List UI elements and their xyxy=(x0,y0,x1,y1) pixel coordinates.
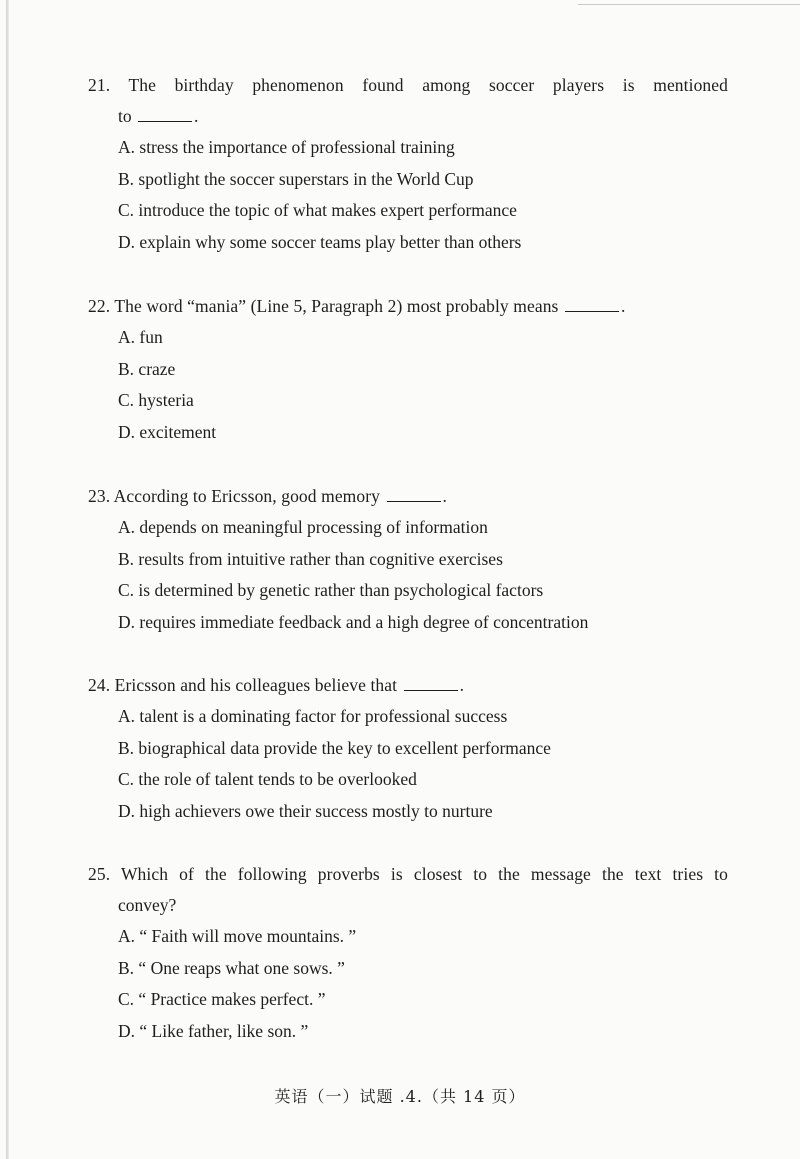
option-24-d: D. high achievers owe their success mostly to nurture xyxy=(118,800,493,821)
question-25-stem-line1: 25. Which of the following proverbs is closest to the message the text tries to xyxy=(88,864,728,884)
option-23-b: B. results from intuitive rather than cognitive exercises xyxy=(118,548,503,569)
option-24-a: A. talent is a dominating factor for professional success xyxy=(118,706,508,726)
question-24 xyxy=(88,670,728,827)
option-25-b: B. “ One reaps what one sows. ” xyxy=(118,957,345,978)
option-22-d: D. excitement xyxy=(118,421,217,442)
question-23-stem xyxy=(88,481,728,512)
question-23-options xyxy=(88,512,728,638)
question-21-stem-line2-text: to xyxy=(118,106,132,126)
option-21-b: B. spotlight the soccer superstars in the World Cup xyxy=(118,168,474,189)
option-23-a: A. depends on meaningful processing of information xyxy=(118,517,488,537)
question-21 xyxy=(88,70,728,258)
option-21-d: D. explain why some soccer teams play better than others xyxy=(118,231,522,252)
answer-blank xyxy=(404,676,458,691)
question-23 xyxy=(88,481,728,638)
page-footer: 英语（一）试题 .4.（共 14 页） xyxy=(274,1087,526,1106)
question-24-stem xyxy=(88,670,728,701)
answer-blank xyxy=(138,107,192,122)
option-22-c: C. hysteria xyxy=(118,390,194,411)
question-25-stem-line2: convey? xyxy=(118,895,177,915)
question-21-stem-line2 xyxy=(88,101,728,132)
question-25 xyxy=(88,859,728,1047)
answer-blank xyxy=(387,487,441,502)
question-22-stem xyxy=(88,291,728,322)
option-25-d: D. “ Like father, like son. ” xyxy=(118,1020,309,1041)
option-22-b: B. craze xyxy=(118,358,176,379)
question-21-stem-line1: 21. The birthday phenomenon found among soccer players is mentioned xyxy=(88,75,728,95)
option-24-c: C. the role of talent tends to be overlooked xyxy=(118,769,417,790)
question-22-options xyxy=(88,322,728,448)
question-25-options xyxy=(88,921,728,1047)
question-24-stem-end: . xyxy=(459,675,465,695)
question-23-stem-text: 23. According to Ericsson, good memory xyxy=(88,486,381,506)
question-21-stem-end: . xyxy=(194,106,199,126)
question-24-options xyxy=(88,701,728,827)
question-24-stem-text: 24. Ericsson and his colleagues believe that xyxy=(88,675,398,695)
option-25-c: C. “ Practice makes perfect. ” xyxy=(118,989,326,1010)
question-22-stem-end: . xyxy=(620,296,626,316)
answer-blank xyxy=(565,297,619,312)
option-23-d: D. requires immediate feedback and a high degree of concentration xyxy=(118,611,589,632)
option-21-c: C. introduce the topic of what makes expert performance xyxy=(118,200,517,221)
option-24-b: B. biographical data provide the key to excellent performance xyxy=(118,737,551,758)
question-22-stem-text: 22. The word “mania” (Line 5, Paragraph 2) most probably means xyxy=(88,296,559,316)
option-23-c: C. is determined by genetic rather than psychological factors xyxy=(118,580,544,601)
option-25-a: A. “ Faith will move mountains. ” xyxy=(118,926,357,946)
question-22 xyxy=(88,291,728,448)
option-22-a: A. fun xyxy=(118,327,163,347)
question-23-stem-end: . xyxy=(442,486,447,506)
question-21-options xyxy=(88,132,728,258)
option-21-a: A. stress the importance of professional training xyxy=(118,137,455,157)
